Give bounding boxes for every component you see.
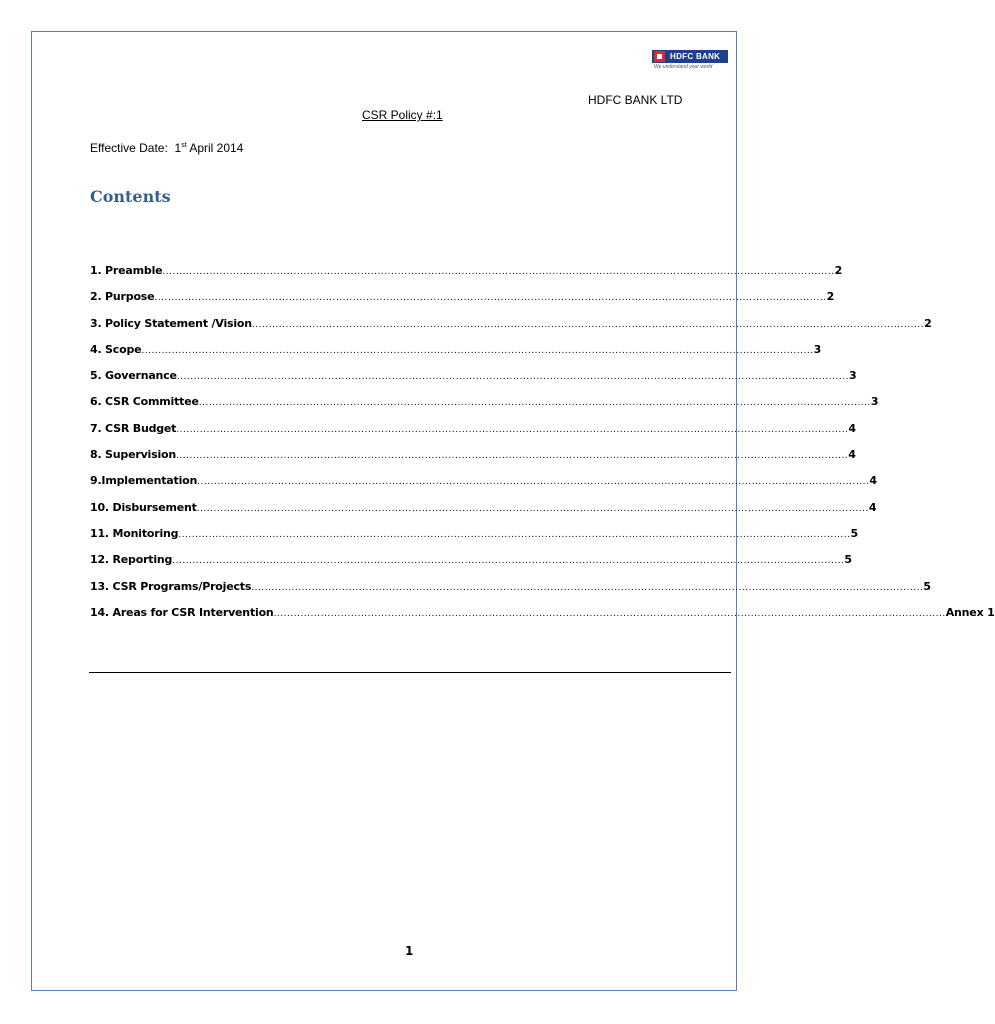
toc-entry-title: 10. Disbursement [90, 500, 197, 514]
logo-tagline: We understand your world [654, 64, 713, 70]
toc-entry[interactable] [90, 342, 822, 369]
toc-entry-page: 4 [848, 448, 856, 462]
company-name: HDFC BANK LTD [588, 93, 683, 107]
toc-entry[interactable] [90, 448, 856, 474]
toc-dot-leader: ........................................................................................................................................................................................................ [251, 582, 924, 593]
toc-dot-leader: ........................................................................................................................................................................................................ [273, 608, 946, 619]
toc-entry-page: 3 [813, 342, 822, 356]
toc-dot-leader: ........................................................................................................................................................................................................ [172, 556, 845, 567]
toc-entry-page: 2 [834, 264, 843, 277]
toc-dot-leader: ........................................................................................................................................................................................................ [141, 345, 814, 356]
toc-dot-leader: ........................................................................................................................................................................................................ [197, 477, 870, 488]
toc-entry[interactable] [90, 500, 877, 527]
toc-entry-page: 5 [923, 579, 931, 593]
toc-entry-page: 4 [869, 474, 877, 488]
toc-entry-page: 2 [924, 316, 932, 330]
logo-banner [652, 50, 728, 63]
toc-dot-leader: ........................................................................................................................................................................................................ [178, 529, 851, 540]
toc-dot-leader: ........................................................................................................................................................................................................ [196, 503, 869, 514]
toc-entry-title: 13. CSR Programs/Projects [90, 579, 252, 593]
effective-date-label: Effective Date: [90, 141, 168, 155]
toc-entry[interactable] [90, 421, 856, 448]
toc-entry-page: 5 [850, 526, 858, 540]
toc-dot-leader: ........................................................................................................................................................................................................ [154, 293, 827, 304]
toc-entry-title: 11. Monitoring [90, 526, 179, 540]
toc-entry[interactable] [90, 316, 932, 343]
toc-dot-leader: ........................................................................................................................................................................................................ [198, 398, 871, 409]
effective-date-suffix: st [181, 142, 187, 149]
toc-entry-title: 12. Reporting [90, 553, 173, 567]
toc-entry[interactable] [90, 369, 857, 395]
toc-dot-leader: ........................................................................................................................................................................................................ [176, 372, 849, 383]
table-of-contents [90, 264, 995, 632]
toc-entry-title: 8. Supervision [90, 448, 177, 462]
contents-heading: Contents [90, 187, 171, 206]
toc-dot-leader: ........................................................................................................................................................................................................ [162, 267, 835, 277]
toc-entry-title: 1. Preamble [90, 264, 163, 277]
toc-dot-leader: ........................................................................................................................................................................................................ [176, 424, 849, 435]
toc-entry[interactable] [90, 474, 877, 500]
hdfc-logo-mark-icon [654, 51, 665, 62]
toc-entry[interactable] [90, 264, 843, 290]
toc-entry[interactable] [90, 395, 879, 421]
toc-entry-page: 5 [844, 553, 852, 567]
effective-date-rest: April 2014 [189, 141, 244, 155]
toc-entry-title: 7. CSR Budget [90, 421, 177, 435]
toc-entry-title: 9.Implementation [90, 474, 198, 488]
toc-entry-title: 4. Scope [90, 342, 142, 356]
toc-entry-page: 2 [826, 290, 835, 304]
toc-entry-title: 3. Policy Statement /Vision [90, 316, 252, 330]
toc-entry-title: 2. Purpose [90, 290, 155, 304]
divider-rule [89, 672, 731, 673]
effective-date [90, 141, 243, 155]
toc-entry-page: 3 [870, 395, 879, 409]
toc-entry[interactable] [90, 579, 931, 606]
toc-entry[interactable] [90, 553, 852, 579]
toc-dot-leader: ........................................................................................................................................................................................................ [251, 319, 925, 330]
effective-date-day: 1 [174, 141, 182, 155]
page-number: 1 [405, 944, 414, 958]
toc-entry[interactable] [90, 526, 858, 553]
toc-entry-page: 4 [848, 421, 856, 435]
toc-entry-page: Annex 1 [945, 605, 995, 619]
toc-dot-leader: ........................................................................................................................................................................................................ [176, 451, 849, 462]
toc-entry-page: 3 [848, 369, 857, 383]
logo-brand-text: HDFC BANK [670, 52, 721, 61]
toc-entry-title: 6. CSR Committee [90, 395, 199, 409]
toc-entry[interactable] [90, 290, 835, 316]
toc-entry-page: 4 [868, 500, 877, 514]
hdfc-bank-logo [652, 50, 728, 74]
toc-entry[interactable] [90, 605, 995, 632]
toc-entry-title: 5. Governance [90, 369, 177, 383]
policy-title: CSR Policy #:1 [362, 108, 443, 122]
toc-entry-title: 14. Areas for CSR Intervention [90, 605, 274, 619]
